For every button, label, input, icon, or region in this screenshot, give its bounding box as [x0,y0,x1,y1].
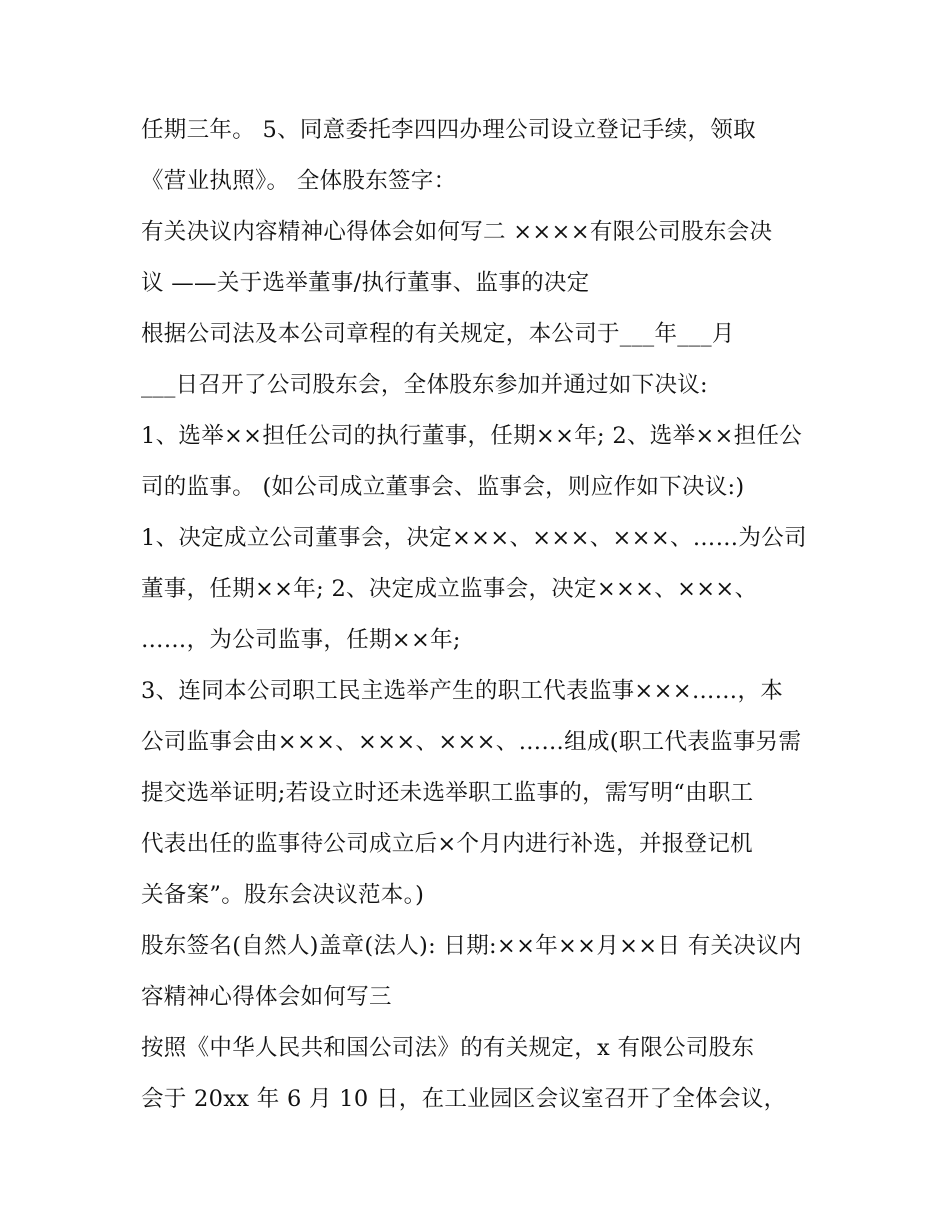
text-line: 根据公司法及本公司章程的有关规定，本公司于___年___月 [141,321,735,347]
text-line: 代表出任的监事待公司成立后×个月内进行补选，并报登记机 [141,831,753,857]
text-line: 任期三年。 5、同意委托李四四办理公司设立登记手续，领取 [141,117,756,143]
text-line: 会于 20xx 年 6 月 10 日，在工业园区会议室召开了全体会议， [141,1086,787,1112]
text-line: 3、连同本公司职工民主选举产生的职工代表监事×××……，本 [141,678,784,704]
text-line: 提交选举证明;若设立时还未选举职工监事的，需写明“由职工 [141,780,754,806]
text-line: 股东签名(自然人)盖章(法人): 日期:××年××月××日 有关决议内 [141,933,802,959]
text-line: ……，为公司监事，任期××年; [141,627,461,653]
text-line: ___日召开了公司股东会，全体股东参加并通过如下决议: [141,372,708,398]
text-line: 容精神心得体会如何写三 [141,984,392,1010]
text-line: 议 ——关于选举董事/执行董事、监事的决定 [141,270,590,296]
text-line: 司的监事。 (如公司成立董事会、监事会，则应作如下决议:) [141,474,745,500]
text-line: 1、决定成立公司董事会，决定×××、×××、×××、……为公司 [141,525,807,551]
text-line: 公司监事会由×××、×××、×××、……组成(职工代表监事另需 [141,729,802,755]
text-line: 《营业执照》。 全体股东签字： [141,168,457,194]
text-line: 有关决议内容精神心得体会如何写二 ××××有限公司股东会决 [141,219,773,245]
text-line: 按照《中华人民共和国公司法》的有关规定，x 有限公司股东 [141,1035,755,1061]
text-line: 关备案”。股东会决议范本。) [141,882,425,908]
text-line: 1、选举××担任公司的执行董事，任期××年; 2、选举××担任公 [141,423,803,449]
document-body [141,105,821,1125]
text-line: 董事，任期××年; 2、决定成立监事会，决定×××、×××、 [141,576,758,602]
